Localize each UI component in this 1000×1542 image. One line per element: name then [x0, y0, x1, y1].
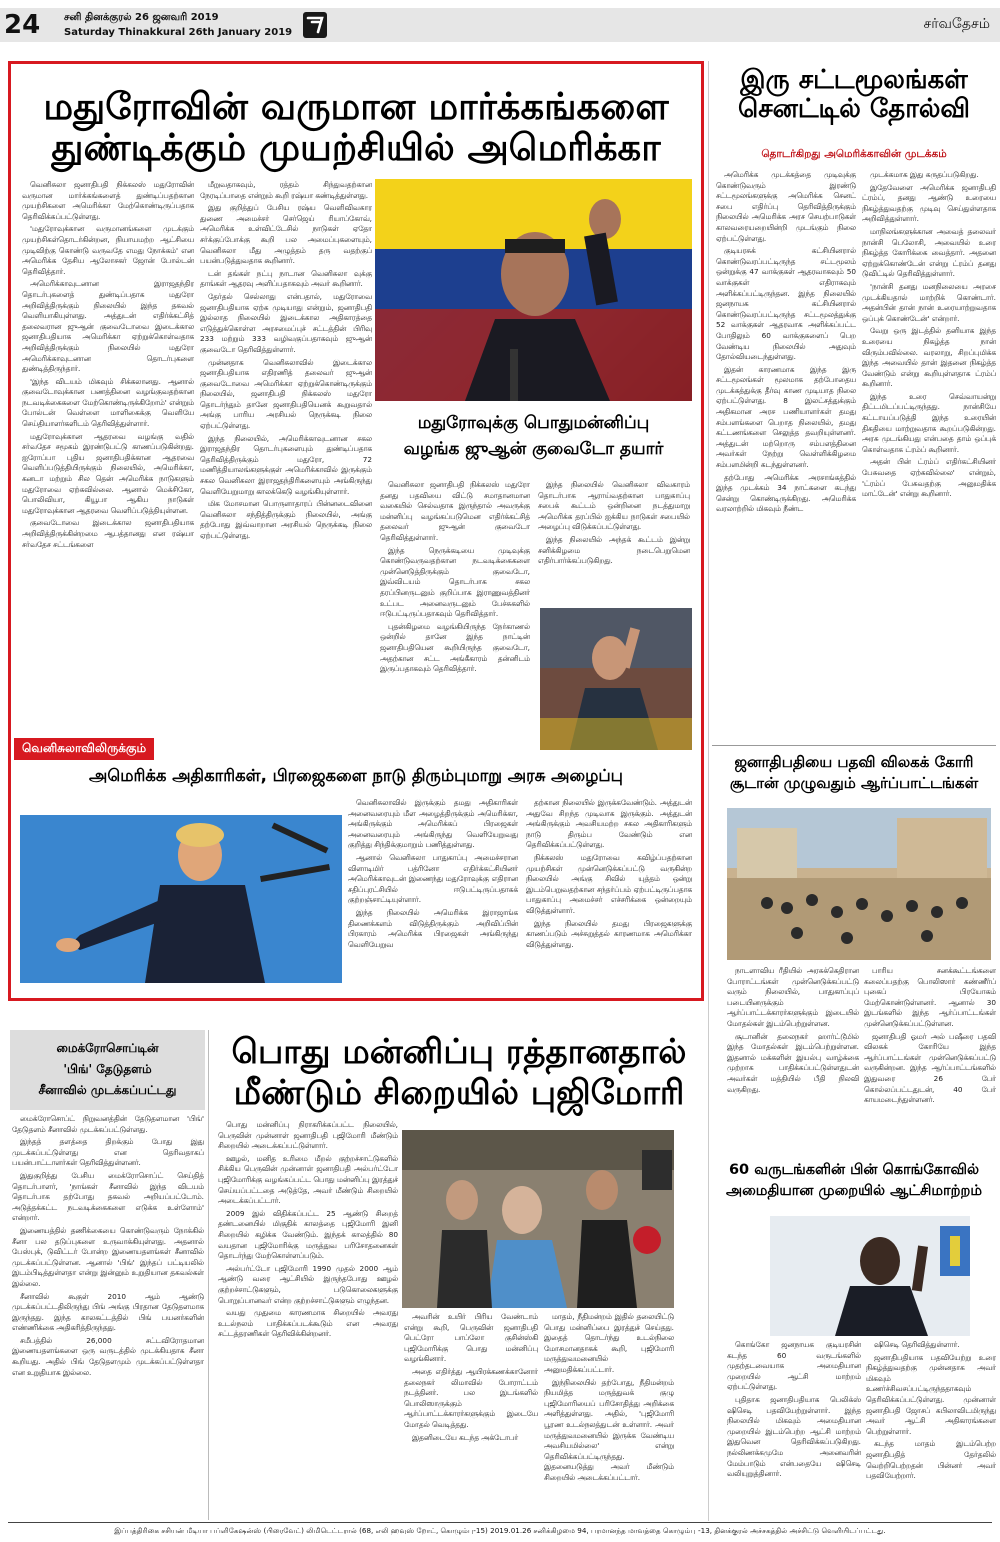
congo-headline-line2: அமைதியான முறையில் ஆட்சிமாற்றம் — [725, 1183, 983, 1199]
paragraph: முடக்கமாக இது கருதப்படுகிறது. — [870, 170, 979, 179]
microsoft-headline — [10, 1038, 205, 1101]
paragraph: சீனாவில் கூகுள் 2010 ஆம் ஆண்டு முடக்கப்பட்டதிலிருந்து பிங் அங்கு பிரதான தேடுதளமாக இருந்தது. இந்த காலகட்டத்தில் பிங் பயனர்களின் எண்ணிக்கை அதிகரித்திருந்தது. — [12, 1291, 204, 1333]
paragraph: முன்னதாக வெனிசுலாவில் இடைக்கால ஜனாதிபதியாக எதிரணித் தலைவர் ஜுஆன் குவைடோவை அமெரிக்கா ஏற்றுக்கொண்டிருக்கும் நிலையில், ஜனாதிபதி நிக்கலஸ் மதுரோ தொடர்ந்தும் தானே ஜனாதிபதியெனக் கூறுவதால் அங்கு பாரிய அரசியல் நெருக்கடி நிலை ஏற்பட்டுள்ளது. — [200, 357, 372, 431]
paragraph: கொங்கோ ஜனநாயக குடியரசின் கடந்த 60 வருடங்களில் முதற்தடவையாக அமைதியான முறையில் ஆட்சி மாற்றம் ஏற்பட்டுள்ளது. — [727, 1340, 861, 1392]
senate-headline-line1: இரு சட்டமூலங்கள் — [740, 65, 968, 95]
guaido-col2 — [538, 480, 690, 600]
page-header — [0, 0, 1000, 48]
paragraph: இந்த நிலையில் அமெரிக்க இராஜாங்க திணைக்களம் விடுத்திருக்கும் அறிவிப்பின் பிரகாரம் அமெரிக்க பிரஜைகள் அங்கிருந்து வெளியேறுவ — [348, 907, 518, 949]
date-english: Saturday Thinakkural 26th January 2019 — [64, 27, 293, 38]
paragraph: வெனிசுலாவில் இருக்கும் தமது அதிகாரிகள் அனைவரையும் மீள அழைத்திருக்கும் அமெரிக்கா, அங்கிருக்கும் அமெரிக்கப் பிரஜைகள் அனைவரையும் அங்கிருந்து வெளியேறுவது குறித்து சிந்திக்குமாறும் பணித்துள்ளது. — [348, 798, 518, 850]
sudan-col1 — [727, 966, 859, 1151]
section-label-venezuela: வெனிசுலாவிலிருக்கும் — [14, 738, 154, 760]
paragraph: சமீபத்தில் 26,000 சட்டவிரோதமான இணையதளங்களை ஒரு வருடத்தில் முடக்கியதாக சீனா கூறியது. அதில் பிங் தேடுதளமும் முடக்கப்பட்டுள்ளதா என உறுதியாக இல்லை. — [12, 1335, 204, 1377]
senate-subhead: தொடர்கிறது அமெரிக்காவின் முடக்கம் — [761, 148, 947, 160]
paragraph: ஜனாதிபதி ஓமர் அல் பஷீரை பதவி விலகக் கோரியே இந்த ஆர்ப்பாட்டங்கள் முன்னெடுக்கப்பட்டு வருகின்றன. இந்த ஆர்ப்பாட்டங்களில் இதுவரை 26 பேர் கொல்லப்பட்டதுடன், 40 பேர் காயமடைந்துள்ளனர். — [864, 1031, 996, 1105]
thinakkural-logo-icon — [303, 12, 327, 38]
paragraph: இது குறித்துப் பேசிய ரஷ்ய வெளிவிவகார துணை அமைச்சர் செர்ஜெய் ரியாப்கோவ், அமெரிக்க உள்விட்டேசில் நாடுகள் ஏதோ சர்க்குப்போக்கு கூறி பல அமைப்புகளையும், வெனிசுலா மீது அழுத்தம் தரு வதற்குப் பயன்படுத்துவதாக கூறினார். — [200, 203, 372, 266]
microsoft-body — [12, 1114, 204, 1519]
paragraph: 'நான்சி தனது மனநிலையை அரசை முடக்கியதால் மாற்றிக் கொண்டார். அதன்பின் தான் நான் உரையாற்றுவதாக ஒப்புக் கொண்டேன்' என்றார். — [862, 281, 996, 323]
paragraph: இந்த நிலையில் அந்தக் கூட்டம் இன்று சனிக்கிழமை நடைபெறுமென எதிர்பார்க்கப்படுகிறது. — [538, 534, 690, 566]
paragraph: இதேவேளை அமெரிக்க ஜனாதிபதி ட்ரம்ப், தனது ஆண்டு உரையை நிகழ்த்துவதற்கு முடிவு செய்துள்ளதாக அறிவித்துள்ளார். — [862, 182, 996, 224]
paragraph: பாரிய சனக்கூட்டங்களை கலைப்பதற்கு பொலிஸார் கண்ணீர்ப் புகைப் பிரயோகம் மேற்கொண்டுள்ளனர். ஆனால் 30 இடங்களில் இந்த ஆர்ப்பாட்டங்கள் முன்னெடுக்கப்பட்டுள்ளன. — [864, 966, 996, 1028]
paragraph: இணையத்தில் தணிக்கையை கொண்டுவரும் நோக்கில் சீனா பல தடுப்புகளை உருவாக்கியுள்ளது. அதனால் பேஸ்புக், டுவிட்டர் போன்ற இணையதளங்கள் சீனாவில் முடக்கப்பட்டுள்ளன. ஆனால் 'பிங்' இந்தப் பட்டியலில் இடம்பிடித்துள்ளதா என்று இன்னும் உறுதியான தகவல்கள் இல்லை. — [12, 1225, 204, 1288]
paragraph: அமெரிக்காவுடனான இராஜதந்திர தொடர்புகளைத் துண்டிப்பதாக மதுரோ அறிவித்திருக்கும் நிலையில் இந்த தகவல் வெளியாகியுள்ளது. அத்துடன் எதிர்க்கட்சித் தலைவரான ஜுஆன் குவைடோவை இடைக்கால ஜனாதிபதியாக அமெரிக்கா ஏற்றுக்கொள்வதாக அறிவித்திருக்கும் நிலையில் மதுரோ அமெரிக்காவுடனான தொடர்புகளை துண்டித்திருந்தார். — [22, 279, 194, 374]
recall-col1 — [348, 798, 518, 998]
microsoft-headline-line1: மைக்ரோசொப்டின் — [56, 1041, 159, 1055]
paragraph: குவைடோவை இடைக்கால ஜனாதிபதியாக அறிவித்திருக்கின்றமை ஆபத்தானது என ரஷ்யா சர்வதேச சட்டங்களை — [22, 518, 194, 549]
paragraph: தேர்தல் செல்லாது என்பதால், மதுரோவை ஜனாதிபதியாக ஏற்க முடியாது என்றும், ஜனாதிபதி இல்லாத நிலையில் இடைக்கால அதிகாரத்தை எடுத்துக்கொள்ள அரசமைப்புச் சட்டத்தின் பிரிவு 233 மற்றும் 333 வழிவகுப்பதாகவும் ஜுஆன் குவைடோ தெரிவித்துள்ளார். — [200, 291, 372, 354]
paragraph: புதன்கிழமை வழங்கியிருந்த நேர்காணல் ஒன்றில் தானே இந்த நாட்டின் ஜனாதிபதியென கூறியிருந்த குவைடோ, அதற்கான சட்ட அங்கீகாரம் தன்னிடம் இருப்பதாகவும் தெரிவித்தார். — [380, 621, 530, 674]
paragraph: புதிதாக ஜனாதிபதியாக பெலிக்ஸ் ஷிசெடி பதவியேற்றுள்ளார். இந்த நிலையில் மிகவும் அமைதியான முறையில் இடம்பெற்ற ஆட்சி மாற்றம் இதுவென தெரிவிக்கப்படுகிறது. நல்லிணக்கமுமே அனைவரின் மேம்பாடும் என்பதையே ஷிசெடி வலியுறுத்தினார். — [727, 1394, 861, 1479]
venezuela-col2 — [200, 180, 372, 730]
footer-rule — [8, 1522, 992, 1523]
venezuela-headline-line2: துண்டிக்கும் முயற்சியில் அமெரிக்கா — [51, 126, 661, 170]
microsoft-headline-line3: சீனாவில் முடக்கப்பட்டது — [38, 1083, 177, 1097]
section-name: சர்வதேசம் — [923, 16, 990, 32]
paragraph: அதை எதிர்த்து ஆயிரக்கணக்கானோர் தலைநகர் லிமாவில் போராட்டம் நடத்தினர். பல இடங்களில் பொலிஸாருக்கும் ஆர்ப்பாட்டக்காரர்களுக்கும் இடையே மோதல் வெடித்தது. — [404, 1366, 538, 1429]
tshisekedi-photo — [770, 1216, 970, 1336]
paragraph: மாதம், நீதிமன்றம் இதில் தலையிட்டு பொது மன்னிப்பை இரத்துச் செய்தது. இதைத் தொடர்ந்து உடல்நிலை மோசமானதாகக் கூறி, புஜிமோரி மருத்துவமனையில் அனுமதிக்கப்பட்டார். — [544, 1312, 674, 1374]
paragraph: குடியரசுக் கட்சியினரால் கொண்டுவரப்பட்டிருந்த சட்டமூலம் ஒன்றுக்கு 47 வாக்குகள் ஆதரவாகவும் 50 வாக்குகள் எதிராகவும் அளிக்கப்பட்டிருந்தன. இந்த நிலையில் ஜனநாயக கட்சியினரால் கொண்டுவரப்பட்டிருந்த சட்டமூலத்துக்கு 52 வாக்குகள் ஆதரவாக அளிக்கப்பட்ட போதிலும் 60 வாக்குகளைப் பெற வேண்டிய நிலையில் அதுவும் தோல்வியடைந்துள்ளது. — [716, 246, 856, 362]
fujimori-headline-line1: பொது மன்னிப்பு ரத்தானதால் — [231, 1032, 687, 1072]
paragraph: 2009 இல் விதிக்கப்பட்ட 25 ஆண்டு சிறைத் தண்டனையில் மிகுதிக் காலத்தை புஜிமோரி இனி சிறையில் கழிக்க வேண்டும். இந்தக் காலத்தில் 80 வயதான புஜிமோரிக்கு மருத்துவ பரிசோதனைகள் தொடர்ந்து மேற்கொள்ளப்படும். — [218, 1208, 398, 1261]
fujimori-headline-line2: மீண்டும் சிறையில் புஜிமோரி — [233, 1073, 685, 1113]
recall-col2 — [526, 798, 692, 998]
paragraph: கடந்த மாதம் இடம்பெற்ற ஜனாதிபதித் தேர்தலில் வெற்றிபெற்றதன் பின்னர் அவர் பதவியேற்றார். — [866, 1439, 996, 1481]
footer-imprint: இப்பத்திரிகை சசியன் மீடியா பப்ளிகேஷன்ஸ் (பிரைவேட்) லிமிடெட்டரால் (68, எலி ஹவுஸ் றோட், கொழும்பு-15) 2019.01.26 சனிக்கிழமை 94, பரமானந்த மாவத்தை கொழும்பு -13, தினக்குரல் அச்சகத்தில் அச்சிட்டு வெளியிடப்பட்டது. — [114, 1526, 886, 1535]
fujimori-col1 — [218, 1120, 398, 1520]
paragraph: தற்கான நிலையில் இருக்கவேண்டும். அத்துடன் அதுவே சிறந்த முடிவாக இருக்கும். அத்துடன் அங்கிருக்கும் அவசியமற்ற சகல அதிகாரிகளும் நாடு திரும்ப வேண்டும் என தெரிவிக்கப்பட்டுள்ளது. — [526, 798, 692, 850]
paragraph: மதுரோவுக்கான ஆதரவை வழங்கு வதில் சர்வதேச சமூகம் இரண்டுபட்டு காணப்படுகின்றது. ஐரோப்பா புதிய ஜனாதிபதிக்கான ஆதரவை வெளிப்படுத்தியிருக்கும் நிலையில், அமெரிக்கா, கனடா மற்றும் சில தென் அமெரிக்க நாடுகளும் மதுரோவை ஏற்கவில்லை. ஆனால் மெக்சிகோ, பொலிவியா, கியூபா ஆகிய நாடுகள் மதுரோவுக்கான ஆதரவை வெளிப்படுத்தியுள்ளன. — [22, 431, 194, 515]
paragraph: இந்த நிலையில், அமெரிக்காவுடனான சகல இராஜதந்திர தொடர்புகளையும் துண்டிப்பதாக தெரிவித்திருக்கும் மதுரோ, 72 மணித்தியாலங்களுக்குள் அமெரிக்காவில் இருக்கும் சகல வெனிசுலா இராஜதந்திரிகளையும் அங்கிருந்து வெளியேறுமாறு காலக்கெடு வழங்கியுள்ளார். — [200, 433, 372, 496]
paragraph: ஊழல், மனித உரிமை மீறல் குற்றச்சாட்டுகளில் சிக்கிய பெருவின் முன்னாள் ஜனாதிபதி அல்பர்ட்டோ புஜிமோரிக்கு வழங்கப்பட்ட பொது மன்னிப்பு இரத்துச் செய்யப்பட்டதை அடுத்தே, அவர் மீண்டும் சிறையில் அடைக்கப்பட்டார். — [218, 1153, 398, 1206]
paragraph: மைக்ரோசொப்ட் நிறுவனத்தின் தேடுதளமான 'பிங்' தேடுதளம் சீனாவில் முடக்கப்பட்டுள்ளது. — [12, 1114, 204, 1134]
paragraph: மாநிலங்களுக்கான அவைத் தலைவர் நான்சி பெலோசி, அவையில் உரை நிகழ்த்த கோரிக்கை வைத்தார். அதனை ஏற்றுக்கொண்டேன் என்று ட்ரம்ப் தனது டுவிட்டில் தெரிவித்துள்ளார். — [862, 226, 996, 279]
sudan-headline — [712, 752, 996, 794]
paragraph: வெனிசுலா ஜனாதிபதி நிக்கலஸ் மதுரோ தனது பதவியை விட்டு சமாதானமான வகையில் செல்வதாக இருந்தால் அவருக்கு மன்னிப்பு வழங்கப்படுமென எதிர்க்கட்சித் தலைவர் ஜுஆன் குவைடோ தெரிவித்துள்ளார். — [380, 480, 530, 542]
senate-headline — [712, 66, 996, 124]
paragraph: ஷிசெடி தெரிவித்துள்ளார். — [874, 1340, 960, 1349]
paragraph: வெனிசுலா ஜனாதிபதி நிக்கலஸ் மதுரோவின் வருமான மார்க்கங்களைத் துண்டிப்பதற்கான முயற்சிகளை அமெரிக்கா மேற்கொண்டிருப்பதாக தெரிவிக்கப்பட்டுள்ளது. — [22, 180, 194, 221]
guaido-photo — [540, 608, 692, 750]
paragraph: இந்த நிலையில் வெனிசுலா விவகாரம் தொடர்பாக ஆராய்வதற்கான பாதுகாப்பு சபைக் கூட்டம் ஒன்றினை நடத்துமாறு அமெரிக்க தரப்பில் ஐக்கிய நாடுகள் சபையில் அழைப்பு விடுக்கப்பட்டுள்ளது. — [538, 480, 690, 532]
maduro-photo — [375, 179, 692, 401]
fujimori-photo — [402, 1130, 674, 1308]
sudan-col2 — [864, 966, 996, 1151]
paragraph: இதன் காரணமாக இந்த இரு சட்டமூலங்கள் மூலமாக தற்போதைய முடக்கத்துக்கு தீர்வு காண முடியாத நிலை ஏற்பட்டுள்ளது. 8 இலட்சத்துக்கும் அதிகமான அரச பணியாளர்கள் தமது சம்பளங்களை பெறாத நிலையில், தமது கட்டணங்களை செலுத்த தவறியுள்ளனர். அத்துடன் மற்றொரு சம்பளத்தினை அவர்கள் நேற்று வெள்ளிக்கிழமை சம்பளமின்றி கடந்துள்ளனர். — [716, 364, 856, 470]
divider — [712, 745, 996, 746]
paragraph: அதன் பின் ட்ரம்ப் எதிர்கட்சியினர் பேசுவதை ஏற்கவில்லை' என்றும், 'ட்ரம்ப் பேசுவதற்கு அனுமதிக்க மாட்டேன்' என்று கூறினார். — [862, 457, 996, 499]
paragraph: தற்போது அமெரிக்க அரசாங்கத்தில் இந்த முடக்கம் 34 நாட்களை கடந்து சென்று கொண்டிருக்கிறது. அமெரிக்க வரலாற்றில் மிகவும் நீண்ட — [716, 472, 856, 514]
paragraph: ஜனாதிபதியாக பதவியேற்று உரை நிகழ்த்துவதற்கு முன்னதாக அவர் மிகவும் உணர்ச்சிவசப்பட்டிருந்ததாகவும் தெரிவிக்கப்பட்டுள்ளது. முன்னாள் ஜனாதிபதி ஜோசப் கபிலாவிடமிருந்து அவர் ஆட்சி அதிகாரங்களை பெற்றுள்ளார். — [866, 1352, 996, 1436]
date-tamil: சனி தினக்குரல் 26 ஜனவரி 2019 — [64, 12, 219, 23]
paragraph: வயது முதுமை காரணமாக சிறையில் அவரது உடல்நலம் பாதிக்கப்படக்கூடும் என அவரது சட்டத்தரணிகள் தெரிவிக்கின்றனர். — [218, 1308, 398, 1339]
paragraph: இதனிடையே கடந்த அக்டோபர் — [412, 1432, 519, 1442]
paragraph: இந்த நெருக்கடியை முடிவுக்கு கொண்டுவருவதற்கான நடவடிக்கைகளை முன்னெடுத்திருக்கும் குவைடோ, இவ்விடயம் தொடர்பாக சகல தரப்பினருடனும் குறிப்பாக இராணுவத்தினர் உட்பட அனைவருடனும் பேச்சுகளில் ஈடுபட்டிருப்பதாகவும் தெரிவித்தார். — [380, 545, 530, 619]
paragraph: இந்த உரை செவ்வாயன்று திட்டமிடப்பட்டிருந்தது. நான்சியே கட்டாயப்படுத்தி இந்த உரையின் திகதியை மாற்றுவதாக கூறப்படுகின்றது. அரசு முடங்கியது என்பதை தாம் ஒப்புக் கொள்வதாக ட்ரம்ப் கூறினார். — [862, 391, 996, 454]
paragraph: மிக மோசமான பொருளாதாரப் பின்னடைவினை வெனிசுலா சந்தித்திருக்கும் நிலையில், அங்கு தற்போது இவ்வாறான அரசியல் நெருக்கடி நிலை ஏற்பட்டுள்ளது. — [200, 499, 372, 540]
fujimori-col2 — [404, 1312, 538, 1520]
divider — [208, 1030, 209, 1520]
trump-photo — [20, 815, 342, 983]
congo-headline — [712, 1160, 996, 1202]
paragraph: இதுகுறித்து பேசிய மைக்ரோசொப்ட் செய்தித் தொடர்பாளர், 'நாங்கள் சீனாவில் இந்த விடயம் தொடர்பாக தற்போது தகவல் அறியப்பட்டோம். அடுத்தக்கட்ட நடவடிக்கைகளை எடுக்க உள்ளோம்' என்றார். — [12, 1170, 204, 1223]
paragraph: பொது மன்னிப்பு நிராகரிக்கப்பட்ட நிலையில், பெருவின் முன்னாள் ஜனாதிபதி புஜிமோரி மீண்டும் சிறையில் அடைக்கப்பட்டுள்ளார். — [218, 1120, 398, 1151]
fujimori-col3 — [544, 1312, 674, 1520]
paragraph: சூடானின் தலைநகர் ஹார்ட்டூமில் இந்த மோதல்கள் இடம்பெற்றுள்ளன. இதனால் மக்களின் இயல்பு வாழ்க்கை முற்றாக பாதிக்கப்பட்டுள்ளதுடன் அவர்கள் மத்தியில் பீதி நிலவி வருகிறது. — [727, 1031, 859, 1094]
guaido-headline-line2: வழங்க ஜுஆன் குவைடோ தயார் — [403, 439, 664, 459]
paragraph: வேறு ஒரு இடத்தில் தனியாக இந்த உரையை நிகழ்த்த நான் விரும்பவில்லை. வரலாறு, சிறப்புமிக்க இந்த அவையில் தான் இதனை நிகழ்த்த வேண்டும் என்று கூறியுள்ளதாக ட்ரம்ப் கூறினார். — [862, 326, 996, 389]
senate-col1 — [716, 170, 856, 730]
paragraph: அவரின் உயிர் பிரிய வேண்டாம் என்று கூறி, பெருவின் ஜனாதிபதி பெட்ரோ பாப்லோ குசின்ஸ்கி புஜிமோரிக்கு பொது மன்னிப்பு வழங்கினார். — [404, 1312, 538, 1364]
congo-col1 — [727, 1340, 861, 1520]
guaido-col1 — [380, 480, 530, 740]
guaido-headline-line1: மதுரோவுக்கு பொதுமன்னிப்பு — [417, 413, 650, 433]
paragraph: நிக்கலஸ் மதுரோவை கவிழ்ப்பதற்கான முயற்சிகள் முன்னெடுக்கப்பட்டு வருகின்ற நிலையில் அங்கு சிவில் யுத்தம் ஒன்று இடம்பெறுவதற்கான சந்தர்ப்பம் ஏற்பட்டிருப்பதாக பாதுகாப்பு அமைச்சர் எச்சரிக்கை ஒன்றையும் விடுத்துள்ளார். — [526, 852, 692, 915]
congo-headline-line1: 60 வருடங்களின் பின் கொங்கோவில் — [728, 1162, 980, 1178]
paragraph: நாடளாவிய ரீதியில் அரசுக்கெதிரான போராட்டங்கள் முன்னெடுக்கப்பட்டு வரும் நிலையில், பாதுகாப்புப் படையினருக்கும் ஆர்ப்பாட்டக்காரர்களுக்கும் இடையில் மோதல்கள் இடம்பெற்றுள்ளன. — [727, 966, 859, 1028]
headline-recall: அமெரிக்க அதிகாரிகள், பிரஜைகளை நாடு திரும்புமாறு அரசு அழைப்பு — [89, 766, 623, 785]
paragraph: 'மதுரோவுக்கான வருமானங்களை முடக்கும் முயற்சிகள்தொடர்கின்றன, நியாயமற்ற ஆட்சியை முடிவிற்கு கொண்டு வருவதே எமது நோக்கம்' என அமெரிக்க தேசிய ஆலோசகர் ஜோன் போல்டன் தெரிவித்தார். — [22, 224, 194, 276]
paragraph: மீறுவதாகவும், ரத்தம் சிந்துவதற்கான நேரடிப்பாதை என்றும் கூறி ரஷ்யா கண்டித்துள்ளது. — [200, 180, 372, 200]
paragraph: 'இந்த விடயம் மிகவும் சிக்கலானது. ஆனால் குவைடோவுக்கான பணத்தினை வழங்குவதற்கான நடவடிக்கைகளை மேற்கொண்டிருக்கிறோம்' என்றும் போல்டன் வெள்ளை மாளிகைக்கு வெளியே செய்தியாளர்களிடம் தெரிவித்துள்ளார். — [22, 376, 194, 429]
sudan-headline-line2: சூடான் முழுவதும் ஆர்ப்பாட்டங்கள் — [729, 774, 979, 792]
guaido-headline — [375, 410, 692, 462]
congo-col2 — [866, 1340, 996, 1520]
venezuela-headline-line1: மதுரோவின் வருமான மார்க்கங்களை — [43, 85, 669, 128]
fujimori-headline — [212, 1032, 706, 1114]
divider — [708, 61, 709, 1521]
paragraph: இந்நிலையில் தற்போது, நீதிமன்றம் நியமித்த மருத்துவக் குழு புஜிமோரியைப் பரிசோதித்து அறிக்கை அளித்துள்ளது. அதில், 'புஜிமோரி பூரண உடல்நலத்துடன் உள்ளார். அவர் மருத்துவமனையில் இருக்க வேண்டிய அவசியமில்லை' என்று தெரிவிக்கப்பட்டிருந்தது. இதனையடுத்து அவர் மீண்டும் சிறையில் அடைக்கப்பட்டார். — [544, 1377, 674, 1482]
paragraph: இந்தத் தளத்தை திறக்கும் போது இது முடக்கப்பட்டுள்ளது என தெரிவதாகப் பயன்பாட்டாளர்கள் தெரிவித்துள்ளனர். — [12, 1137, 204, 1168]
paragraph: ஆனால் வெனிசுலா பாதுகாப்பு அமைச்சரான விளாடிமிர் பத்ரினோ எதிர்க்கட்சியினர் அமெரிக்காவுடன் இணைந்து மதுரோவுக்கு எதிரான சதிப்புரட்சியில் ஈடுபட்டிருப்பதாகக் குற்றஞ்சாட்டியுள்ளார். — [348, 852, 518, 905]
sudan-protest-photo — [727, 808, 991, 960]
microsoft-headline-line2: 'பிங்' தேடுதளம் — [63, 1062, 152, 1076]
senate-headline-line2: செனட்டில் தோல்வி — [737, 94, 970, 125]
senate-col2 — [862, 170, 996, 730]
sudan-headline-line1: ஜனாதிபதியை பதவி விலகக் கோரி — [734, 753, 974, 771]
paragraph: இந்த நிலையில் தமது பிரஜைகளுக்கு காணப்படும் அச்சுறுத்தல் காரணமாக அமெரிக்கா விடுத்துள்ளது. — [526, 918, 692, 949]
venezuela-col1 — [22, 180, 194, 730]
paragraph: டன் தங்கள் நட்பு நாடான வெனிசுலா வுக்கு தாங்கள் ஆதரவு அளிப்பதாகவும் அவர் கூறினார். — [200, 268, 372, 289]
paragraph: அல்பர்ட்டோ புஜிமோரி 1990 முதல் 2000 ஆம் ஆண்டு வரை ஆட்சியில் இருந்தபோது ஊழல் குற்றச்சாட்டுகளும், படுகொலைகளுக்கு பொறுப்பானவர் என்ற குற்றச்சாட்டுகளும் எழுந்தன. — [218, 1263, 398, 1305]
paragraph: அமெரிக்க முடக்கத்தை முடிவுக்கு கொண்டுவரும் இரண்டு சட்டமூலங்களுக்கு அமெரிக்க செனட் சபை எதிர்ப்பு தெரிவித்திருக்கும் நிலையில் அமெரிக்க அரச செயற்பாடுகள் காலவரையறையின்றி முடங்கும் நிலை ஏற்பட்டுள்ளது. — [716, 170, 856, 243]
page-number: 24 — [4, 10, 41, 40]
venezuela-headline — [14, 86, 698, 169]
